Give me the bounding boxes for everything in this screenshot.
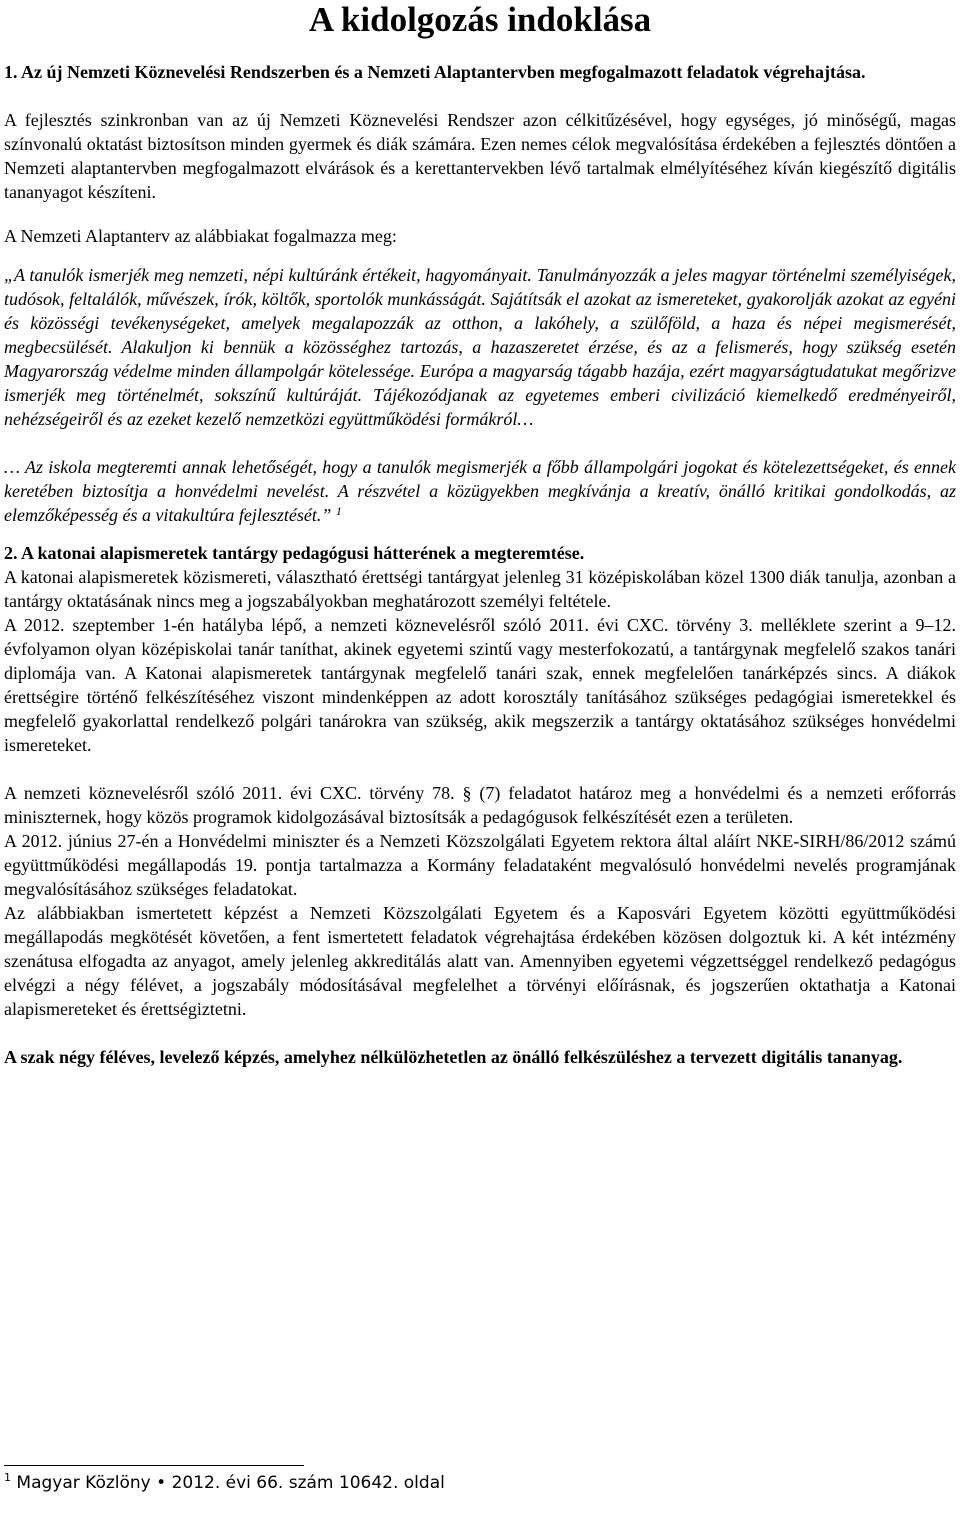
footnote xyxy=(4,1472,445,1494)
section-2-paragraph-1: A katonai alapismeretek közismereti, választható érettségi tantárgyat jelenleg 31 középiskolában közel 1300 diák tanulja, azonban a tantárgy oktatásának nincs meg a jogszabályokban meghatározott személyi feltétele. xyxy=(4,567,956,611)
nat-quote-1: „A tanulók ismerjék meg nemzeti, népi kultúránk értékeit, hagyományait. Tanulmányozzák a jeles magyar történelmi személyiségek, tudósok, feltalálók, művészek, írók, költők, sportolók munkásságát. Sajátítsák el azokat az ismereteket, gyakorolják azokat az egyéni és közösségi tevékenységeket, amelyek megalapozzák az otthon, a lakóhely, a szülőföld, a haza és népei megismerését, megbecsülését. Alakuljon ki bennük a közösséghez tartozás, a hazaszeretet érzése, és az a felismerés, hogy szükség esetén Magyarország védelme minden állampolgár kötelessége. Európa a magyarság tágabb hazája, ezért magyarságtudatukat megőrizve ismerjék meg történelmét, sokszínű kultúráját. Tájékozódjanak az egyetemes emberi civilizáció kiemelkedő eredményeiről, nehézségeiről és az ezeket kezelő nemzetközi együttműködési formákról… xyxy=(4,265,956,429)
nat-quote-2-text: … Az iskola megteremti annak lehetőségét, hogy a tanulók megismerjék a főbb állampolgári jogokat és kötelezettségeket, és ennek keretében biztosítja a honvédelmi nevelést. A részvétel a közügyekben megkívánja a kreatív, önálló kritikai gondolkodás, az elemzőképesség és a vitakultúra fejlesztését.” xyxy=(4,457,956,525)
section-1-paragraph-1: A fejlesztés szinkronban van az új Nemzeti Köznevelési Rendszer azon célkitűzésével, hogy egységes, jó minőségű, magas színvonalú oktatást biztosítson minden gyermek és diák számára. Ezen nemes célok megvalósítása érdekében a fejlesztés döntően a Nemzeti alaptantervben megfogalmazott elvárások és a kerettantervekben lévő tartalmak elmélyítéséhez kíván kiegészítő digitális tananyagot készíteni. xyxy=(4,110,956,202)
page-title: A kidolgozás indoklása xyxy=(308,0,652,39)
section-1-paragraph-2: A Nemzeti Alaptanterv az alábbiakat fogalmazza meg: xyxy=(4,226,397,246)
section-2-paragraph-3: A nemzeti köznevelésről szóló 2011. évi CXC. törvény 78. § (7) feladatot határoz meg a honvédelmi és a nemzeti erőforrás miniszternek, hogy közös programok kidolgozásával biztosítsák a pedagógusok felkészítését ezen a területen. xyxy=(4,783,956,827)
footnote-text: Magyar Közlöny • 2012. évi 66. szám 10642. oldal xyxy=(16,1473,445,1493)
footnote-separator xyxy=(4,1465,304,1466)
section-2-paragraph-2: A 2012. szeptember 1-én hatályba lépő, a nemzeti köznevelésről szóló 2011. évi CXC. törvény 3. melléklete szerint a 9–12. évfolyamon olyan középiskolai tanár taníthat, akinek egyetemi szintű vagy mesterfokozatú, a tantárgynak megfelelő szakos tanári diplomája van. A Katonai alapismeretek tantárgynak megfelelő tanári szak, ennek megfelelően tanárképzés sincs. A diákok érettségire történő felkészítéséhez viszont mindenképpen az adott korosztály tanításához szükséges pedagógiai ismeretekkel és megfelelő gyakorlattal rendelkező polgári tanárokra van szükség, akik megszerzik a tantárgy oktatásához szükséges honvédelmi ismereteket. xyxy=(4,615,956,755)
closing-statement: A szak négy féléves, levelező képzés, amelyhez nélkülözhetetlen az önálló felkészüléshez a tervezett digitális tananyag. xyxy=(4,1047,903,1067)
section-1-heading: 1. Az új Nemzeti Köznevelési Rendszerben és a Nemzeti Alaptantervben megfogalmazott feladatok végrehajtása. xyxy=(4,62,866,82)
footnote-reference[interactable]: 1 xyxy=(335,504,342,518)
section-2-heading: 2. A katonai alapismeretek tantárgy pedagógusi hátterének a megteremtése. xyxy=(4,543,585,563)
nat-quote-2 xyxy=(4,455,956,527)
footnote-number: 1 xyxy=(4,1471,11,1484)
section-2-paragraph-4: A 2012. június 27-én a Honvédelmi miniszter és a Nemzeti Közszolgálati Egyetem rektora által aláírt NKE-SIRH/86/2012 számú együttműködési megállapodás 19. pontja tartalmazza a Kormány feladataként megvalósuló honvédelmi nevelés programjának megvalósításához szükséges feladatokat. xyxy=(4,831,956,899)
section-2-paragraph-5: Az alábbiakban ismertetett képzést a Nemzeti Közszolgálati Egyetem és a Kaposvári Egyetem közötti együttműködési megállapodás megkötését követően, a fent ismertetett feladatok végrehajtása érdekében közösen dolgoztuk ki. A két intézmény szenátusa elfogadta az anyagot, amely jelenleg akkreditálás alatt van. Amennyiben egyetemi végzettséggel rendelkező pedagógus elvégzi a négy félévet, a jogszabály módosításával megfelelhet a törvényi előírásnak, és jogszerűen oktathatja a Katonai alapismereteket és érettségiztetni. xyxy=(4,903,956,1019)
